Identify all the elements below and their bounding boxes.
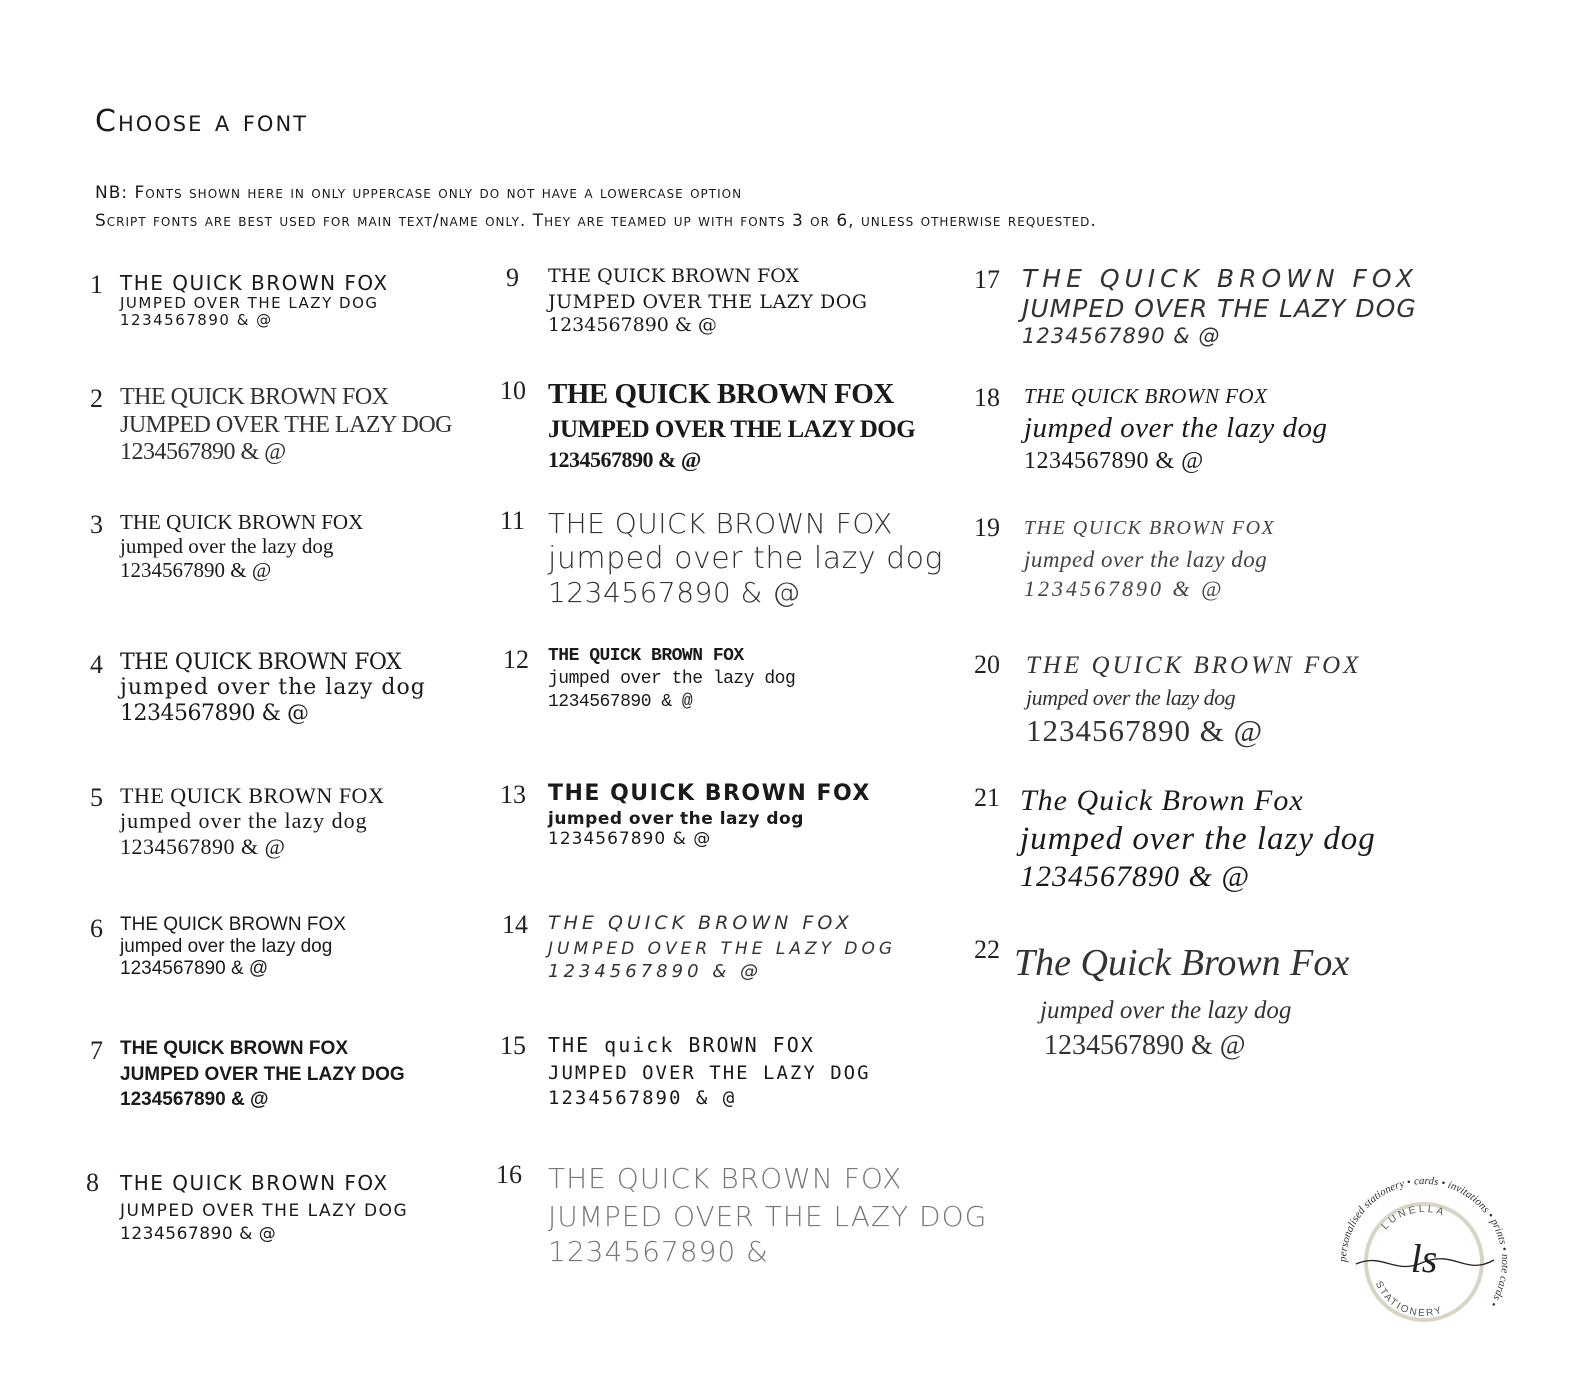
sample-line-3: 1234567890 & @: [548, 961, 763, 983]
sample-line-1: THE QUICK BROWN FOX: [120, 914, 346, 935]
sample-line-3: 1234567890 & @: [1024, 447, 1204, 474]
font-number: 2: [90, 384, 103, 413]
sample-line-2: jumped over the lazy dog: [548, 808, 804, 829]
sample-line-2: JUMPED OVER THE LAZY DOG: [120, 294, 379, 312]
note-uppercase: NB: Fonts shown here in only uppercase only do not have a lowercase option: [95, 183, 743, 203]
font-number: 6: [90, 914, 103, 943]
sample-line-3: 1234567890 & @: [1024, 576, 1225, 602]
lunella-stationery-logo: [1334, 1172, 1514, 1352]
sample-line-1: THE QUICK BROWN FOX: [120, 384, 389, 410]
page-title: Choose a font: [95, 104, 308, 139]
sample-line-1: THE QUICK BROWN FOX: [1024, 517, 1276, 539]
font-number: 20: [974, 650, 1000, 679]
sample-line-2: jumped over the lazy dog: [120, 675, 426, 701]
font-number: 22: [974, 935, 1000, 964]
sample-line-1: THE QUICK BROWN FOX: [548, 507, 893, 540]
font-number: 21: [974, 783, 1000, 812]
sample-line-3: 1234567890 & @: [120, 1089, 269, 1111]
sample-line-1: THE QUICK BROWN FOX: [548, 378, 894, 410]
sample-line-1: The Quick Brown Fox: [1014, 942, 1350, 984]
font-number: 8: [86, 1168, 99, 1197]
sample-line-3: 1234567890 & @: [1044, 1029, 1246, 1061]
sample-line-1: THE QUICK BROWN FOX: [548, 265, 800, 287]
sample-line-1: THE QUICK BROWN FOX: [120, 650, 402, 675]
sample-line-2: jumped over the lazy dog: [120, 808, 368, 834]
sample-line-3: 1234567890 & @: [1026, 713, 1264, 749]
sample-line-2: jumped over the lazy dog: [120, 534, 334, 559]
sample-line-2: jumped over the lazy dog: [120, 935, 333, 957]
sample-line-3: 1234567890 & @: [120, 700, 309, 726]
font-number: 13: [500, 780, 526, 809]
sample-line-3: 1234567890 & @: [548, 576, 801, 609]
sample-line-2: JUMPED OVER THE LAZY DOG: [548, 416, 916, 444]
sample-line-1: THE quick BROWN FOX: [548, 1033, 815, 1057]
font-number: 14: [502, 910, 528, 939]
font-number: 18: [974, 383, 1000, 412]
font-number: 19: [974, 513, 1000, 542]
sample-line-2: JUMPED OVER THE LAZY DOG: [1022, 293, 1417, 323]
sample-line-1: THE QUICK BROWN FOX: [1026, 652, 1362, 679]
sample-line-2: jumped over the lazy dog: [1024, 412, 1328, 445]
font-number: 16: [496, 1160, 522, 1189]
logo-ring-text: personalised stationery • cards • invitations • prints • note cards •: [1336, 1174, 1512, 1309]
logo-monogram: ls: [1410, 1236, 1438, 1281]
sample-line-3: 1234567890 & @: [120, 439, 286, 466]
sample-line-2: JUMPED OVER THE LAZY DOG: [548, 1199, 988, 1233]
sample-line-2: jumped over the lazy dog: [548, 669, 796, 690]
font-number: 15: [500, 1031, 526, 1060]
sample-line-2: jumped over the lazy dog: [1026, 684, 1236, 710]
sample-line-1: THE QUICK BROWN FOX: [1022, 264, 1419, 293]
sample-line-1: THE QUICK BROWN FOX: [548, 912, 853, 934]
sample-line-3: 1234567890 & @: [548, 314, 717, 337]
font-number: 11: [500, 506, 526, 535]
font-number: 4: [90, 650, 103, 679]
sample-line-1: THE QUICK BROWN FOX: [548, 646, 744, 666]
sample-line-3: 1234567890 & @: [120, 311, 273, 330]
sample-line-3: 1234567890 & @: [548, 1086, 737, 1109]
sample-line-1: The Quick Brown Fox: [1020, 784, 1304, 817]
font-number: 12: [503, 645, 529, 674]
sample-line-2: jumped over the lazy dog: [1024, 547, 1268, 572]
sample-line-1: THE QUICK BROWN FOX: [548, 1162, 903, 1195]
sample-line-2: JUMPED OVER THE LAZY DOG: [548, 1062, 871, 1084]
sample-line-2: jumped over the lazy dog: [548, 541, 944, 576]
sample-line-2: JUMPED OVER THE LAZY DOG: [548, 290, 868, 313]
font-number: 10: [500, 376, 526, 405]
sample-line-3: 1234567890 & @: [120, 1224, 277, 1245]
sample-line-3: 1234567890 & @: [1020, 860, 1250, 894]
sample-line-2: jumped over the lazy dog: [1040, 997, 1292, 1024]
font-number: 3: [90, 510, 103, 539]
sample-line-2: jumped over the lazy dog: [1020, 821, 1376, 857]
sample-line-3: 1234567890 & @: [548, 691, 693, 712]
sample-line-3: 1234567890 & @: [548, 828, 712, 849]
font-number: 1: [90, 270, 103, 299]
sample-line-1: THE QUICK BROWN FOX: [548, 781, 871, 806]
font-number: 7: [90, 1036, 103, 1065]
note-script-fonts: Script fonts are best used for main text/name only. They are teamed up with fonts 3 or 6, unless otherwise requested.: [95, 211, 1097, 231]
sample-line-2: JUMPED OVER THE LAZY DOG: [120, 1063, 405, 1085]
logo-brand-bottom: STATIONERY: [1372, 1279, 1445, 1320]
sample-line-3: 1234567890 & @: [548, 447, 701, 473]
sample-line-1: THE QUICK BROWN FOX: [120, 1171, 389, 1195]
sample-line-1: THE QUICK BROWN FOX: [120, 783, 385, 808]
font-number: 9: [506, 263, 519, 292]
logo-brand-top: LUNELLA: [1379, 1203, 1448, 1233]
sample-line-1: THE QUICK BROWN FOX: [120, 510, 364, 534]
sample-line-3: 1234567890 & @: [120, 957, 269, 979]
sample-line-3: 1234567890 & @: [120, 833, 286, 859]
font-number: 17: [974, 265, 1000, 294]
font-number: 5: [90, 783, 103, 812]
sample-line-1: THE QUICK BROWN FOX: [1024, 384, 1268, 408]
sample-line-2: JUMPED OVER THE LAZY DOG: [120, 1201, 409, 1221]
sample-line-3: 1234567890 & @: [1022, 323, 1221, 348]
sample-line-1: THE QUICK BROWN FOX: [120, 271, 389, 295]
sample-line-3: 1234567890 & @: [120, 558, 272, 583]
sample-line-3: 1234567890 &: [548, 1234, 769, 1268]
sample-line-2: JUMPED OVER THE LAZY DOG: [120, 411, 452, 438]
sample-line-2: JUMPED OVER THE LAZY DOG: [548, 938, 897, 959]
sample-line-1: THE QUICK BROWN FOX: [120, 1038, 348, 1059]
